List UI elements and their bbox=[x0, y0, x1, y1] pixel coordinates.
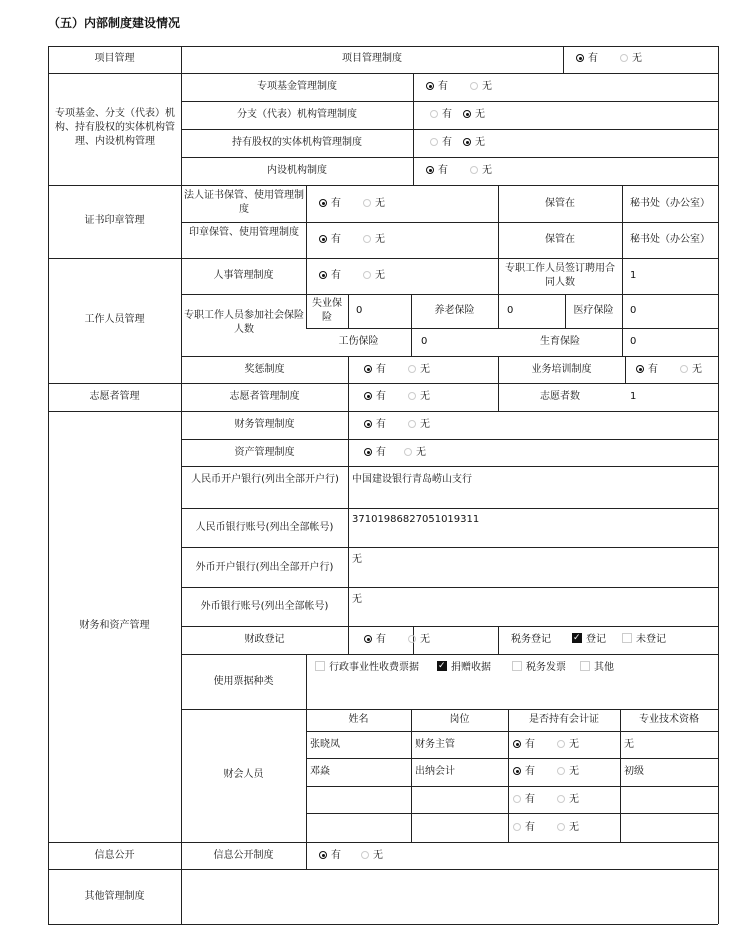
bill-type-label: 使用票据种类 bbox=[213, 676, 274, 687]
radio-unchecked-icon bbox=[557, 823, 565, 831]
table-border bbox=[48, 869, 718, 870]
table-border bbox=[181, 466, 718, 467]
unregistered-option[interactable]: 未登记 bbox=[622, 633, 666, 647]
radio-checked-icon bbox=[364, 420, 372, 428]
table-border bbox=[181, 222, 718, 223]
radio-unchecked-icon bbox=[408, 635, 416, 643]
maternity-value: 0 bbox=[630, 336, 637, 347]
rmb-account-value: 37101986827051019311 bbox=[352, 514, 480, 525]
checkbox-checked-icon bbox=[437, 661, 447, 671]
no-option[interactable]: 无 bbox=[463, 136, 485, 150]
radio-unchecked-icon bbox=[470, 166, 478, 174]
section-title: （五）内部制度建设情况 bbox=[48, 16, 181, 30]
yes-option[interactable]: 有 bbox=[319, 233, 341, 247]
yes-option[interactable]: 有 bbox=[364, 363, 386, 377]
no-option[interactable]: 无 bbox=[557, 821, 579, 835]
medical-label: 医疗保险 bbox=[573, 305, 614, 316]
table-border bbox=[48, 842, 718, 843]
seal-label: 证书印章管理 bbox=[84, 215, 145, 226]
radio-unchecked-icon bbox=[408, 392, 416, 400]
other-system-label: 其他管理制度 bbox=[84, 891, 145, 902]
yes-option[interactable]: 有 bbox=[319, 197, 341, 211]
radio-checked-icon bbox=[426, 166, 434, 174]
table-border bbox=[181, 587, 718, 588]
tax-reg-label: 税务登记 bbox=[511, 634, 551, 645]
special-row-label: 持有股权的实体机构管理制度 bbox=[232, 137, 362, 148]
volunteer-count-label: 志愿者数 bbox=[540, 391, 580, 402]
table-border bbox=[48, 73, 718, 74]
no-option[interactable]: 无 bbox=[557, 765, 579, 779]
project-no-option[interactable]: 无 bbox=[620, 52, 642, 66]
table-border bbox=[306, 813, 718, 814]
checkbox-unchecked-icon bbox=[622, 633, 632, 643]
personnel-system-label: 人事管理制度 bbox=[213, 270, 274, 281]
no-option[interactable]: 无 bbox=[408, 390, 430, 404]
table-border bbox=[306, 758, 718, 759]
table-border bbox=[181, 439, 718, 440]
asset-system-label: 资产管理制度 bbox=[234, 447, 295, 458]
no-option[interactable]: 无 bbox=[363, 197, 385, 211]
bill-option-admin-fee[interactable]: 行政事业性收费票据 bbox=[315, 661, 419, 675]
table-border bbox=[718, 46, 719, 924]
table-border bbox=[620, 709, 621, 842]
table-border bbox=[181, 547, 718, 548]
accountant-qualification: 初级 bbox=[624, 766, 644, 777]
table-border bbox=[348, 411, 349, 654]
radio-unchecked-icon bbox=[408, 365, 416, 373]
radio-unchecked-icon bbox=[557, 795, 565, 803]
table-border bbox=[181, 157, 718, 158]
table-border bbox=[181, 294, 718, 295]
checkbox-unchecked-icon bbox=[315, 661, 325, 671]
radio-unchecked-icon bbox=[680, 365, 688, 373]
table-border bbox=[348, 356, 349, 411]
table-border bbox=[411, 709, 412, 842]
radio-checked-icon bbox=[364, 365, 372, 373]
radio-checked-icon bbox=[513, 740, 521, 748]
reward-system-label: 奖惩制度 bbox=[244, 364, 285, 375]
table-border bbox=[348, 294, 349, 328]
yes-option[interactable]: 有 bbox=[319, 849, 341, 863]
unemployment-value: 0 bbox=[356, 305, 363, 316]
seal-system-label: 印章保管、使用管理制度 bbox=[189, 227, 299, 238]
insurance-count-label: 专职工作人员参加社会保险人数 bbox=[184, 310, 304, 335]
medical-value: 0 bbox=[630, 305, 637, 316]
radio-unchecked-icon bbox=[513, 795, 521, 803]
special-row-label: 内设机构制度 bbox=[267, 165, 327, 176]
bill-option-donation[interactable]: ✓ 捐赠收据 bbox=[437, 661, 491, 675]
keeper-value: 秘书处（办公室） bbox=[630, 234, 710, 245]
pension-label: 养老保险 bbox=[434, 305, 475, 316]
injury-label: 工伤保险 bbox=[338, 336, 379, 347]
no-option[interactable]: 无 bbox=[404, 446, 426, 460]
yes-option[interactable]: 有 bbox=[364, 633, 386, 647]
radio-unchecked-icon bbox=[557, 740, 565, 748]
table-border bbox=[181, 654, 718, 655]
acc-header-post: 岗位 bbox=[449, 714, 470, 725]
table-border bbox=[306, 731, 718, 732]
contract-count-label: 专职工作人员签订聘用合同人数 bbox=[505, 263, 615, 288]
radio-unchecked-icon bbox=[408, 420, 416, 428]
fx-account-label: 外币银行账号(列出全部帐号) bbox=[200, 601, 329, 612]
yes-option[interactable]: 有 bbox=[636, 363, 658, 377]
yes-option[interactable]: 有 bbox=[364, 446, 386, 460]
acc-header-cert: 是否持有会计证 bbox=[529, 714, 599, 725]
radio-checked-icon bbox=[364, 392, 372, 400]
radio-checked-icon bbox=[463, 110, 471, 118]
table-border bbox=[181, 709, 718, 710]
checkbox-unchecked-icon bbox=[580, 661, 590, 671]
no-option[interactable]: 无 bbox=[557, 738, 579, 752]
checkbox-checked-icon bbox=[572, 633, 582, 643]
radio-unchecked-icon bbox=[404, 448, 412, 456]
no-option[interactable]: 无 bbox=[470, 80, 492, 94]
special-row-label: 专项基金管理制度 bbox=[257, 81, 337, 92]
project-label: 项目管理 bbox=[94, 53, 135, 64]
table-border bbox=[413, 73, 414, 185]
radio-checked-icon bbox=[319, 199, 327, 207]
volunteer-count-value: 1 bbox=[630, 391, 637, 402]
special-label: 专项基金、分支（代表）机构、持有股权的实体机构管理、内设机构管理 bbox=[55, 108, 175, 147]
accountant-label: 财会人员 bbox=[223, 769, 264, 780]
maternity-label: 生育保险 bbox=[540, 336, 580, 347]
radio-unchecked-icon bbox=[513, 823, 521, 831]
keeper-value: 秘书处（办公室） bbox=[630, 198, 710, 209]
radio-checked-icon bbox=[636, 365, 644, 373]
rmb-bank-value: 中国建设银行青岛崂山支行 bbox=[352, 474, 472, 485]
radio-unchecked-icon bbox=[363, 199, 371, 207]
accountant-post: 出纳会计 bbox=[415, 766, 455, 777]
bill-option-tax-invoice[interactable]: 税务发票 bbox=[512, 661, 566, 675]
yes-option[interactable]: 有 bbox=[364, 390, 386, 404]
no-option[interactable]: 无 bbox=[363, 233, 385, 247]
yes-option[interactable]: 有 bbox=[364, 418, 386, 432]
yes-option[interactable]: 有 bbox=[513, 738, 535, 752]
contract-count-value: 1 bbox=[630, 270, 637, 281]
disclosure-system-label: 信息公开制度 bbox=[213, 850, 274, 861]
no-option[interactable]: 无 bbox=[361, 849, 383, 863]
cert-system-label: 法人证书保管、使用管理制度 bbox=[184, 190, 304, 215]
radio-unchecked-icon bbox=[470, 82, 478, 90]
volunteer-system-label: 志愿者管理制度 bbox=[229, 391, 300, 402]
finance-label: 财务和资产管理 bbox=[79, 620, 150, 631]
radio-checked-icon bbox=[513, 767, 521, 775]
no-option[interactable]: 无 bbox=[408, 363, 430, 377]
table-border bbox=[508, 709, 509, 842]
keep-label: 保管在 bbox=[545, 234, 575, 245]
table-border bbox=[622, 185, 623, 258]
yes-option[interactable]: 有 bbox=[513, 793, 535, 807]
yes-option[interactable]: 有 bbox=[426, 80, 448, 94]
table-border bbox=[306, 654, 307, 842]
table-border bbox=[306, 842, 307, 869]
table-border bbox=[48, 383, 718, 384]
radio-checked-icon bbox=[463, 138, 471, 146]
table-border bbox=[625, 356, 626, 384]
table-border bbox=[181, 356, 718, 357]
radio-unchecked-icon bbox=[361, 851, 369, 859]
yes-option[interactable]: 有 bbox=[426, 164, 448, 178]
table-border bbox=[306, 786, 718, 787]
bill-option-other[interactable]: 其他 bbox=[580, 661, 614, 675]
table-border bbox=[48, 258, 718, 259]
table-border bbox=[181, 508, 718, 509]
radio-checked-icon bbox=[364, 635, 372, 643]
disclosure-label: 信息公开 bbox=[94, 850, 135, 861]
radio-unchecked-icon bbox=[363, 271, 371, 279]
accountant-name: 邓焱 bbox=[310, 766, 330, 777]
table-border bbox=[48, 924, 718, 925]
table-border bbox=[48, 185, 718, 186]
table-border bbox=[622, 258, 623, 356]
radio-checked-icon bbox=[319, 851, 327, 859]
acc-header-qual: 专业技术资格 bbox=[639, 714, 699, 725]
rmb-account-label: 人民币银行账号(列出全部帐号) bbox=[195, 522, 334, 533]
checkbox-unchecked-icon bbox=[512, 661, 522, 671]
yes-option[interactable]: 有 bbox=[513, 821, 535, 835]
staff-label: 工作人员管理 bbox=[84, 314, 145, 325]
radio-checked-icon bbox=[426, 82, 434, 90]
volunteer-label: 志愿者管理 bbox=[89, 391, 140, 402]
training-system-label: 业务培训制度 bbox=[531, 364, 592, 375]
yes-option[interactable]: 有 bbox=[513, 765, 535, 779]
yes-option[interactable]: 有 bbox=[319, 269, 341, 283]
accountant-qualification: 无 bbox=[624, 739, 634, 750]
radio-checked-icon bbox=[319, 235, 327, 243]
pension-value: 0 bbox=[507, 305, 514, 316]
radio-checked-icon bbox=[364, 448, 372, 456]
no-option[interactable]: 无 bbox=[470, 164, 492, 178]
no-option[interactable]: 无 bbox=[408, 633, 430, 647]
injury-value: 0 bbox=[421, 336, 428, 347]
acc-header-name: 姓名 bbox=[348, 714, 369, 725]
project-system-label: 项目管理制度 bbox=[342, 53, 402, 64]
fx-account-value: 无 bbox=[352, 594, 362, 605]
fx-bank-label: 外币开户银行(列出全部开户行) bbox=[195, 562, 334, 573]
accountant-post: 财务主管 bbox=[415, 739, 455, 750]
radio-checked-icon bbox=[319, 271, 327, 279]
radio-checked-icon bbox=[576, 54, 584, 62]
table-border bbox=[181, 626, 718, 627]
unemployment-label: 失业保险 bbox=[312, 298, 342, 323]
table-border bbox=[563, 46, 564, 73]
no-option[interactable]: 无 bbox=[463, 108, 485, 122]
rmb-bank-label: 人民币开户银行(列出全部开户行) bbox=[191, 474, 339, 485]
table-border bbox=[48, 46, 49, 924]
yes-option[interactable]: 有 bbox=[430, 136, 452, 150]
radio-unchecked-icon bbox=[557, 767, 565, 775]
no-option[interactable]: 无 bbox=[557, 793, 579, 807]
radio-unchecked-icon bbox=[363, 235, 371, 243]
yes-option[interactable]: 有 bbox=[430, 108, 452, 122]
no-option[interactable]: 无 bbox=[680, 363, 702, 377]
table-border bbox=[306, 185, 307, 328]
fx-bank-value: 无 bbox=[352, 554, 362, 565]
radio-unchecked-icon bbox=[430, 138, 438, 146]
table-border bbox=[48, 411, 718, 412]
project-yes-option[interactable]: 有 bbox=[576, 52, 598, 66]
no-option[interactable]: 无 bbox=[363, 269, 385, 283]
special-row-label: 分支（代表）机构管理制度 bbox=[237, 109, 357, 120]
keep-label: 保管在 bbox=[545, 198, 575, 209]
registered-option[interactable]: ✓ 登记 bbox=[572, 633, 606, 647]
radio-unchecked-icon bbox=[620, 54, 628, 62]
accountant-name: 张晓凤 bbox=[310, 739, 340, 750]
table-border bbox=[306, 328, 718, 329]
no-option[interactable]: 无 bbox=[408, 418, 430, 432]
table-border bbox=[181, 129, 718, 130]
radio-unchecked-icon bbox=[430, 110, 438, 118]
table-border bbox=[181, 101, 718, 102]
fiscal-reg-label: 财政登记 bbox=[244, 634, 285, 645]
finance-system-label: 财务管理制度 bbox=[234, 419, 295, 430]
table-border bbox=[48, 46, 718, 47]
